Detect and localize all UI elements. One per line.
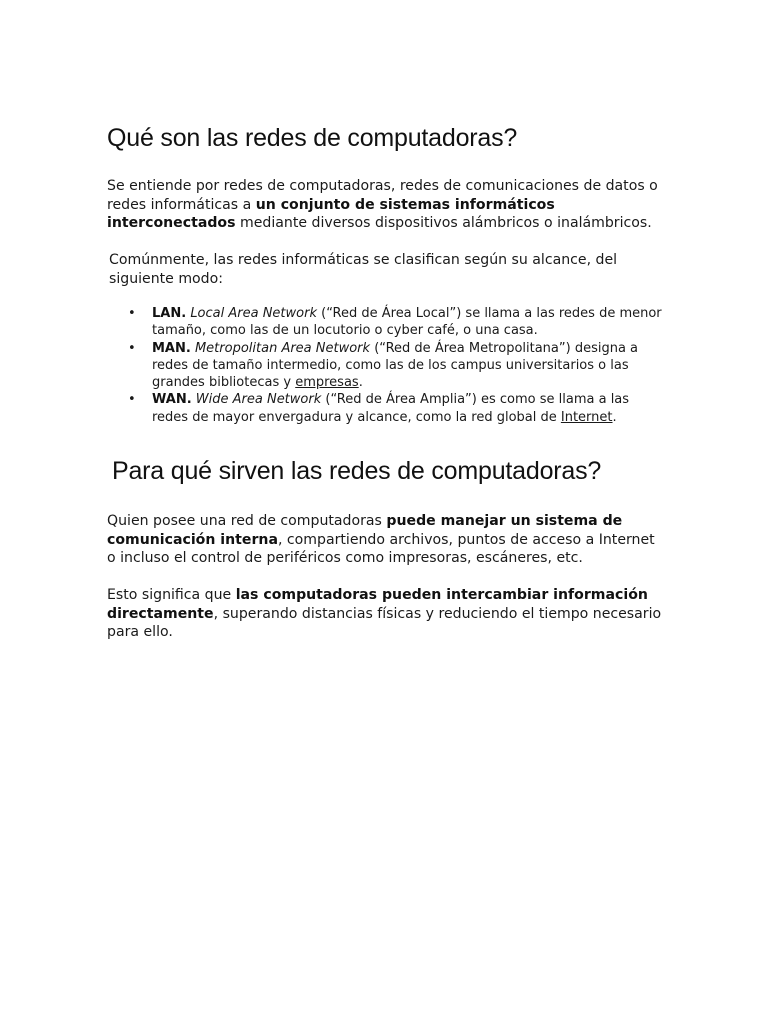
item-abbr: LAN. (152, 306, 187, 321)
list-item-lan (128, 305, 663, 340)
item-tail: . (612, 409, 617, 425)
bold-text: un conjunto de sistemas informáticos interconectados (107, 196, 555, 231)
internal-communication-paragraph (107, 512, 667, 568)
information-exchange-paragraph (107, 586, 667, 642)
list-item-wan (128, 391, 663, 426)
list-item-man (128, 340, 663, 392)
item-name: Wide Area Network (195, 392, 322, 408)
item-name: Local Area Network (190, 306, 317, 321)
bullet-icon: • (128, 306, 136, 321)
text: Quien posee una red de computadoras (107, 513, 387, 529)
text: , superando distancias físicas y reduciendo el tiempo necesario para ello. (107, 605, 662, 640)
link-internet[interactable]: Internet (560, 409, 613, 425)
item-tail: . (358, 375, 363, 391)
definition-paragraph (107, 177, 667, 233)
link-empresas[interactable]: empresas (295, 375, 359, 391)
text: , compartiendo archivos, puntos de acceso a Internet o incluso el control de periféricos como impresoras, escáneres, etc. (107, 531, 655, 566)
section-heading-what-are-networks: Qué son las redes de computadoras? (107, 124, 518, 152)
bold-text: puede manejar un sistema de comunicación interna (107, 513, 623, 548)
bold-text: las computadoras pueden intercambiar información directamente (107, 587, 648, 622)
item-text: (“Red de Área Metropolitana”) designa a redes de tamaño intermedio, como las de los campus universitarios o las grandes bibliotecas y (152, 340, 639, 391)
bullet-icon: • (128, 340, 136, 356)
text: Se entiende por redes de computadoras, redes de comunicaciones de datos o redes informáticas a (107, 178, 658, 213)
bullet-icon: • (128, 392, 136, 408)
item-text: (“Red de Área Local”) se llama a las redes de menor tamaño, como las de un locutorio o cyber café, o una casa. (152, 306, 662, 339)
text: mediante diversos dispositivos alámbricos o inalámbricos. (235, 215, 652, 231)
classification-paragraph: Comúnmente, las redes informáticas se clasifican según su alcance, del siguiente modo: (109, 252, 618, 287)
text: Esto significa que (107, 587, 236, 603)
item-abbr: WAN. (152, 392, 192, 408)
section-heading-what-are-they-for: Para qué sirven las redes de computadoras? (112, 457, 602, 485)
network-types-list (128, 305, 663, 426)
item-name: Metropolitan Area Network (194, 340, 371, 356)
item-abbr: MAN. (152, 340, 191, 356)
item-text: (“Red de Área Amplia”) es como se llama a las redes de mayor envergadura y alcance, como la red global de (152, 392, 630, 425)
